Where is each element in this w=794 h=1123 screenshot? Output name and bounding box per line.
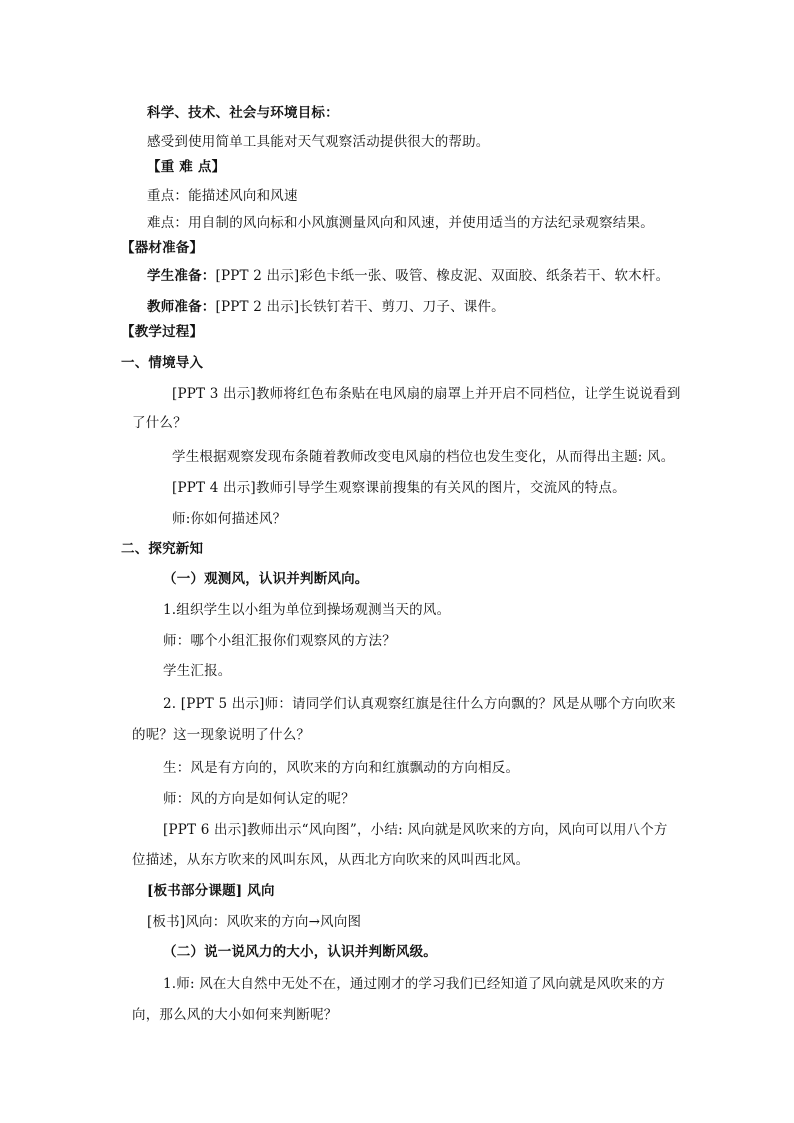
paragraph: 学生根据观察发现布条随着教师改变电风扇的档位也发生变化，从而得出主题: 风。 xyxy=(172,449,675,465)
paragraph: 的呢？这一现象说明了什么？ xyxy=(132,727,311,743)
text-teacher-prep: [PPT 2 出示]长铁钉若干、剪刀、刀子、课件。 xyxy=(215,299,505,315)
paragraph: 位描述，从东方吹来的风叫东风，从西北方向吹来的风叫西北风。 xyxy=(132,852,530,868)
section-heading-sts-goal: 科学、技术、社会与环境目标： xyxy=(147,105,339,121)
section-heading-explore: 二、探究新知 xyxy=(121,541,204,557)
subsection-heading-wind-direction: （一）观测风，认识并判断风向。 xyxy=(163,571,369,587)
label-teacher-prep: 教师准备： xyxy=(147,299,216,315)
paragraph: 师：风的方向是如何认定的呢？ xyxy=(163,791,355,807)
section-heading-intro: 一、情境导入 xyxy=(121,355,204,371)
paragraph: 2. [PPT 5 出示]师：请同学们认真观察红旗是往什么方向飘的？风是从哪个方向吹来 xyxy=(163,696,676,712)
section-heading-materials: 【器材准备】 xyxy=(121,240,204,256)
paragraph-teacher-prep xyxy=(147,297,505,317)
paragraph-student-prep xyxy=(147,266,669,286)
paragraph: 学生汇报。 xyxy=(163,663,232,679)
paragraph: 师：哪个小组汇报你们观察风的方法？ xyxy=(163,633,396,649)
paragraph: 了什么？ xyxy=(132,415,187,431)
board-note-title: [板书部分课题] 风向 xyxy=(147,883,275,899)
section-heading-process: 【教学过程】 xyxy=(121,324,204,340)
subsection-heading-wind-force: （二）说一说风力的大小，认识并判断风级。 xyxy=(163,944,437,960)
paragraph: 向，那么风的大小如何来判断呢？ xyxy=(132,1007,338,1023)
paragraph: [PPT 4 出示]教师引导学生观察课前搜集的有关风的图片，交流风的特点。 xyxy=(172,480,626,496)
text-student-prep: [PPT 2 出示]彩色卡纸一张、吸管、橡皮泥、双面胶、纸条若干、软木杆。 xyxy=(215,268,670,284)
paragraph: 感受到使用简单工具能对天气观察活动提供很大的帮助。 xyxy=(147,134,490,150)
paragraph: 1.组织学生以小组为单位到操场观测当天的风。 xyxy=(163,602,451,618)
paragraph: 师:你如何描述风？ xyxy=(172,511,287,527)
paragraph: 1.师: 风在大自然中无处不在，通过刚才的学习我们已经知道了风向就是风吹来的方 xyxy=(163,976,666,992)
board-note: [板书]风向：风吹来的方向→风向图 xyxy=(147,914,362,930)
paragraph: [PPT 6 出示]教师出示“风向图”，小结: 风向就是风吹来的方向，风向可以用八个方 xyxy=(163,822,668,838)
paragraph: [PPT 3 出示]教师将红色布条贴在电风扇的扇罩上并开启不同档位，让学生说说看到 xyxy=(172,386,681,402)
section-heading-key-points: 【重 难 点】 xyxy=(147,159,226,175)
paragraph: 难点：用自制的风向标和小风旗测量风向和风速，并使用适当的方法纪录观察结果。 xyxy=(147,215,654,231)
paragraph: 重点：能描述风向和风速 xyxy=(147,188,298,204)
paragraph: 生：风是有方向的，风吹来的方向和红旗飘动的方向相反。 xyxy=(163,760,520,776)
label-student-prep: 学生准备： xyxy=(147,268,216,284)
